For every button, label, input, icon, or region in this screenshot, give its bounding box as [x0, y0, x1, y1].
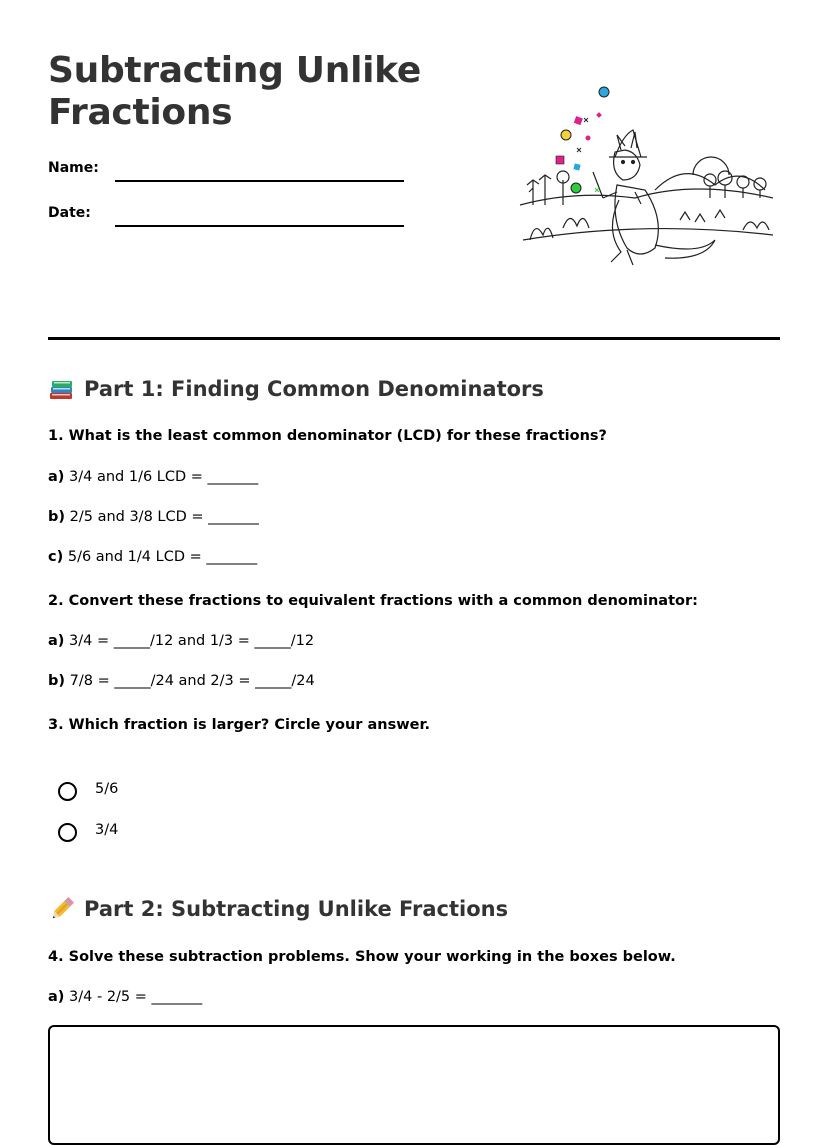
item-text: 5/6 and 1/4 LCD = _______	[67, 549, 258, 565]
question-2a	[48, 633, 314, 649]
item-letter: a)	[48, 633, 65, 649]
part2-title: Part 2: Subtracting Unlike Fractions	[84, 897, 509, 921]
date-label: Date:	[48, 205, 91, 221]
option-label-3-4: 3/4	[95, 822, 119, 838]
item-text: 3/4 - 2/5 = _______	[69, 989, 203, 1005]
question-1b	[48, 509, 259, 525]
item-letter: b)	[48, 509, 66, 525]
worksheet-title: Subtracting Unlike Fractions	[48, 50, 421, 133]
part1-title: Part 1: Finding Common Denominators	[84, 377, 544, 401]
item-text: 3/4 and 1/6 LCD = _______	[69, 469, 259, 485]
item-text: 3/4 = _____/12 and 1/3 = _____/12	[69, 633, 315, 649]
item-letter: b)	[48, 673, 66, 689]
item-letter: c)	[48, 549, 64, 565]
question-4-prompt: 4. Solve these subtraction problems. Show your working in the boxes below.	[48, 949, 676, 965]
question-2b	[48, 673, 315, 689]
item-letter: a)	[48, 469, 65, 485]
part1-heading	[48, 375, 544, 403]
date-field[interactable]	[115, 225, 404, 227]
item-letter: a)	[48, 989, 65, 1005]
question-2-prompt: 2. Convert these fractions to equivalent fractions with a common denominator:	[48, 593, 698, 609]
part2-heading	[48, 895, 508, 923]
name-label: Name:	[48, 160, 99, 176]
name-field[interactable]	[115, 180, 404, 182]
question-4a	[48, 989, 202, 1005]
option-label-5-6: 5/6	[95, 781, 119, 797]
item-text: 7/8 = _____/24 and 2/3 = _____/24	[69, 673, 315, 689]
question-1-prompt: 1. What is the least common denominator (LCD) for these fractions?	[48, 428, 607, 444]
books-icon	[48, 375, 76, 403]
section-divider	[48, 337, 780, 340]
kangaroo-wizard-illustration	[515, 80, 780, 285]
option-radio-3-4[interactable]	[58, 823, 77, 842]
pencil-icon	[48, 895, 76, 923]
working-box[interactable]	[48, 1025, 780, 1145]
question-3-prompt: 3. Which fraction is larger? Circle your answer.	[48, 717, 431, 733]
option-radio-5-6[interactable]	[58, 782, 77, 801]
question-1c	[48, 549, 257, 565]
question-1a	[48, 469, 258, 485]
item-text: 2/5 and 3/8 LCD = _______	[69, 509, 259, 525]
